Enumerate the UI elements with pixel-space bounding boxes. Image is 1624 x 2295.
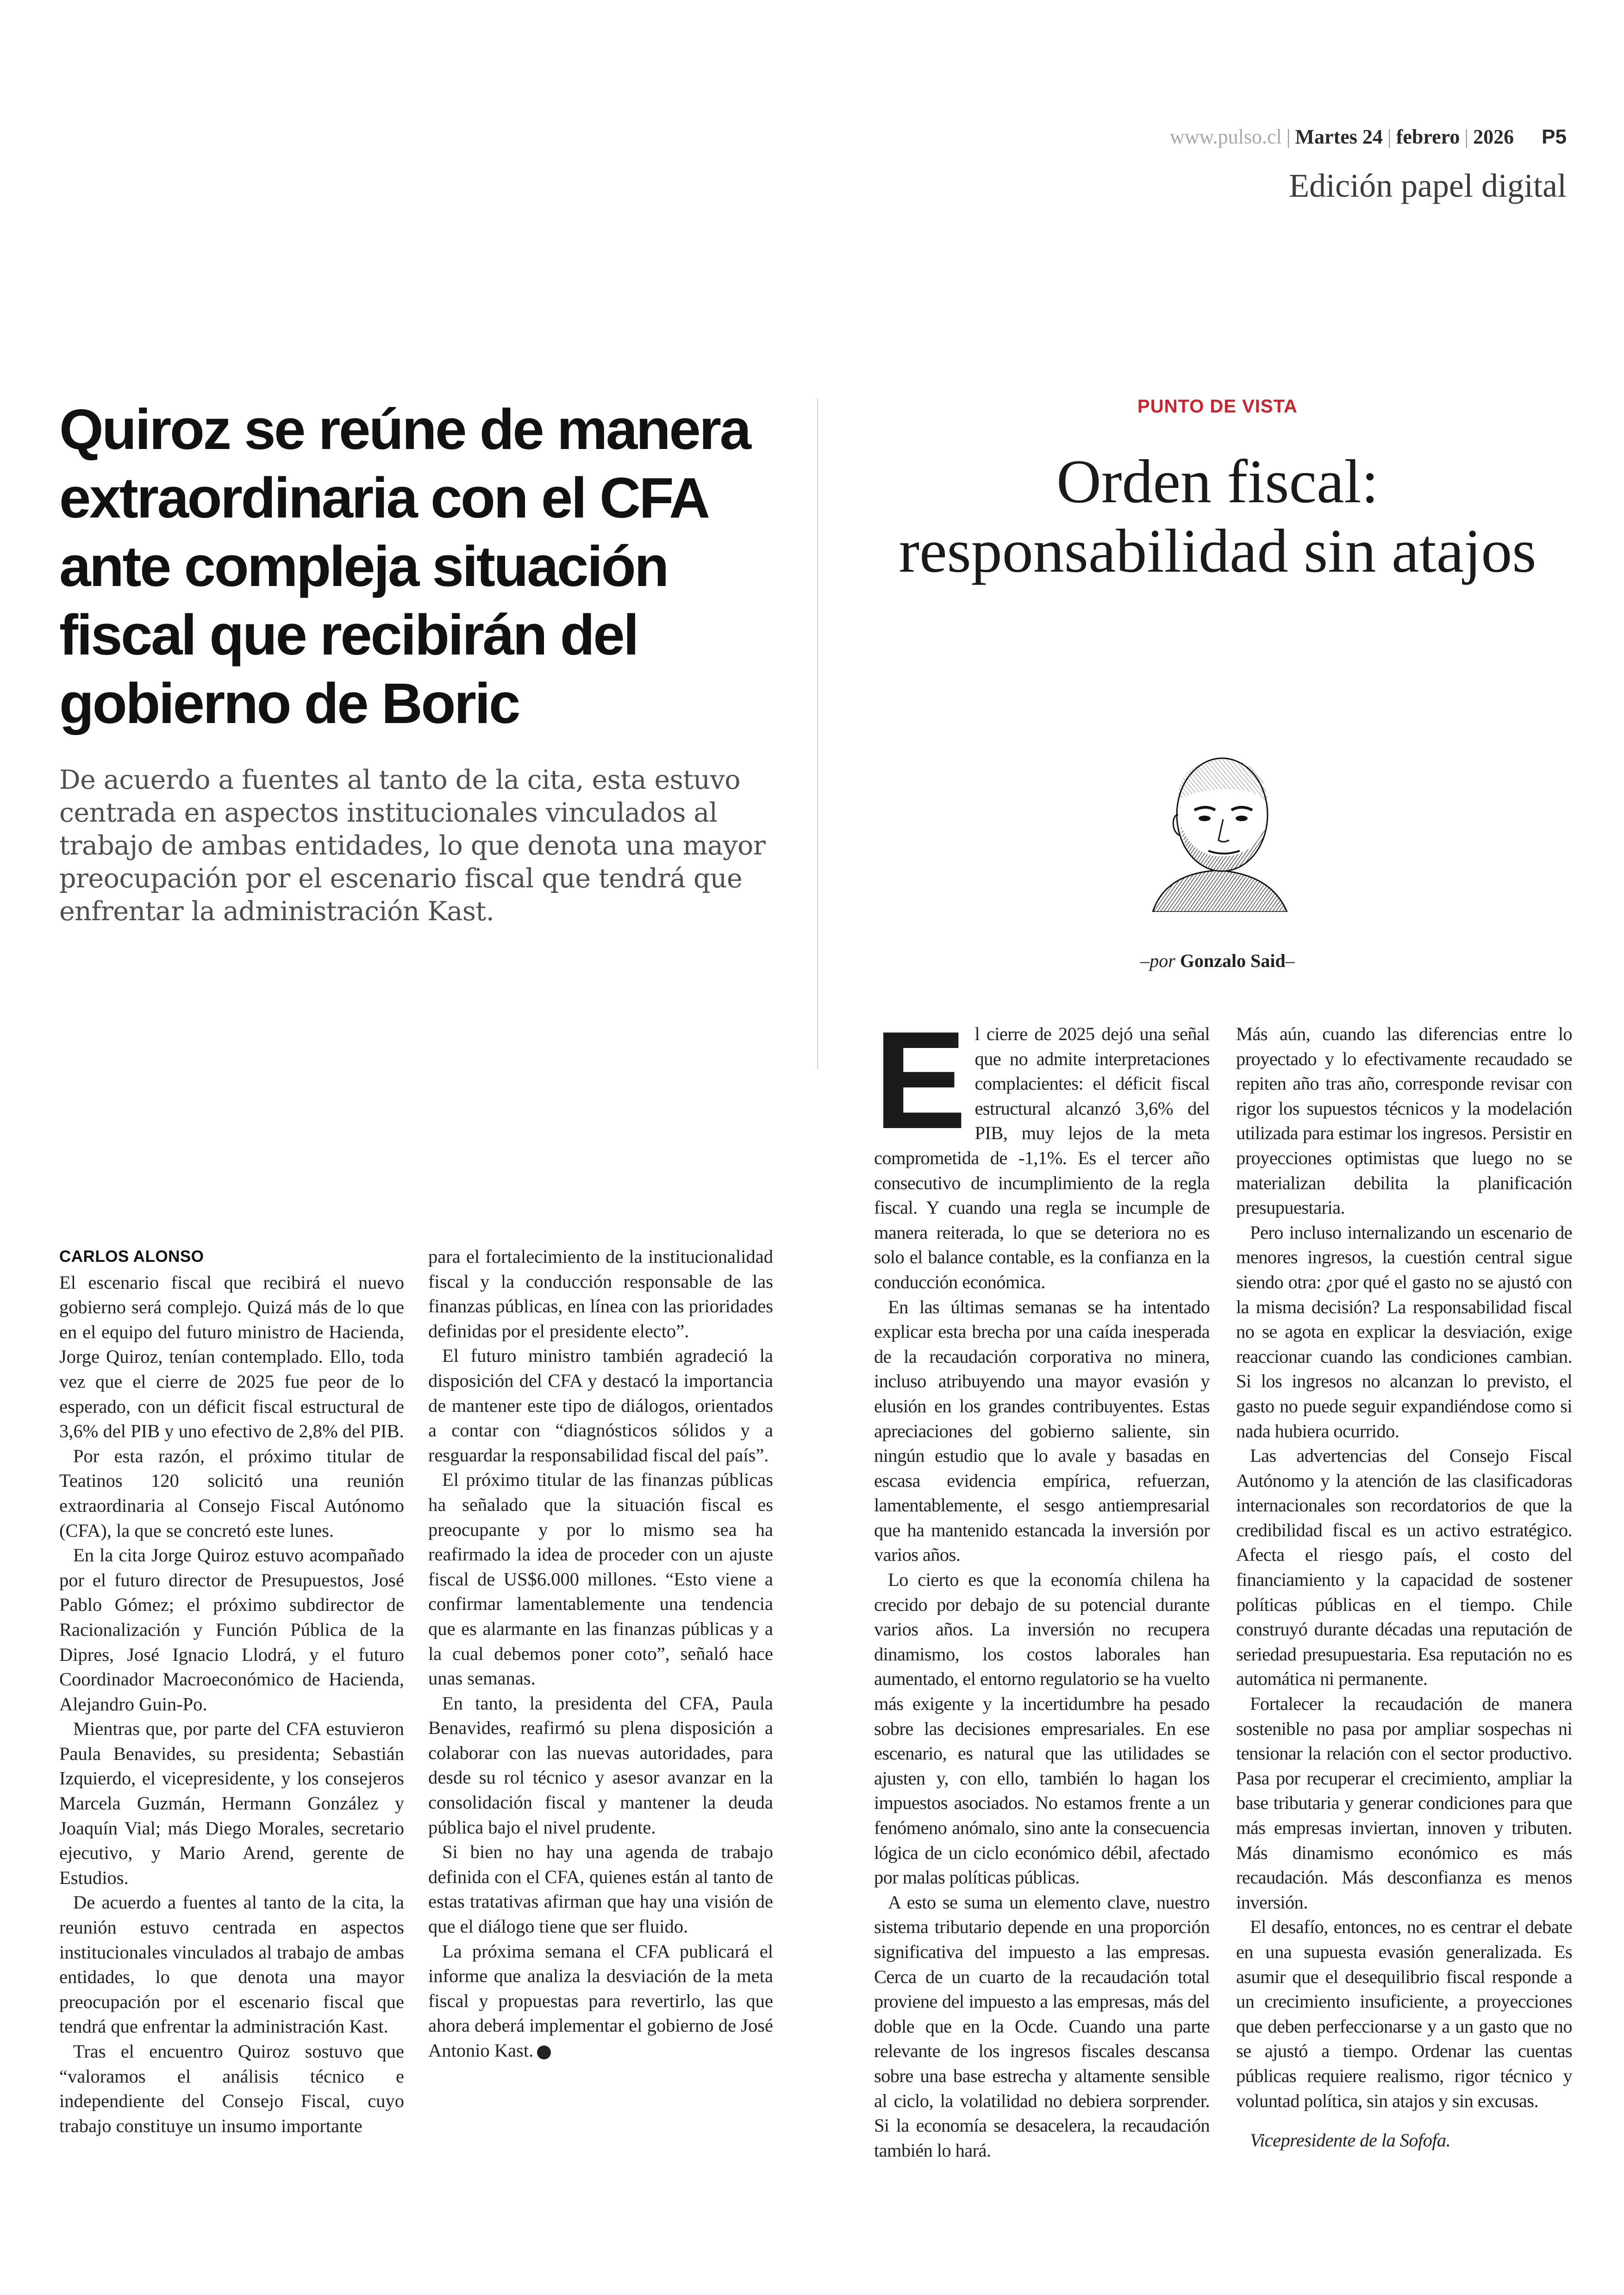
- news-paragraph: La próxima semana el CFA publicará el informe que analiza la desviación de la meta fiscal y propuestas para revertirlo, las que ahora deberá implementar el gobierno de José Antonio Kast. P: [428, 1940, 773, 2061]
- news-deck: De acuerdo a fuentes al tanto de la cita, esta estuvo centrada en aspectos institucionales vinculados al trabajo de ambas entidades, lo que denota una mayor preocupación por el escenario fiscal que tendrá que enfrentar la administración Kast.: [59, 765, 766, 927]
- edition-label: Edición papel digital: [1289, 167, 1567, 204]
- opinion-paragraph: Más aún, cuando las diferencias entre lo proyectado y lo efectivamente recaudado se repiten año tras año, corresponde revisar con rigor los supuestos técnicos y la modelación utilizada para estimar los ingresos. Persistir en proyecciones optimistas que luego no se materializan debilita la planificación presupuestaria.: [1236, 1023, 1572, 1218]
- opinion-column-1: [874, 1002, 1210, 2163]
- news-column-1: [59, 1244, 404, 2138]
- page-header: [1170, 125, 1567, 149]
- header-separator: |: [1464, 125, 1469, 148]
- author-portrait: [1134, 745, 1301, 912]
- news-paragraph: Tras el encuentro Quiroz sostuvo que “valoramos el análisis técnico e independiente del Consejo Fiscal, cuyo trabajo constituye un insumo importante: [59, 2041, 404, 2136]
- byline-suffix: –: [1285, 950, 1295, 971]
- end-of-article-icon: P: [537, 2046, 551, 2059]
- news-paragraph: Mientras que, por parte del CFA estuvieron Paula Benavides, su presidenta; Sebastián Izquierdo, el vicepresidente, y los consejeros Marcela Guzmán, Hermann González y Joaquín Vial; más Diego Morales, secretario ejecutivo, y Mario Arend, gerente de Estudios.: [59, 1718, 404, 1888]
- news-headline: Quiroz se reúne de manera extraordinaria con el CFA ante compleja situación fiscal que recibirán del gobierno de Boric: [59, 398, 750, 736]
- news-paragraph: Por esta razón, el próximo titular de Teatinos 120 solicitó una reunión extraordinaria al Consejo Fiscal Autónomo (CFA), la que se concretó este lunes.: [59, 1445, 404, 1541]
- news-paragraph: El futuro ministro también agradeció la disposición del CFA y destacó la importancia de mantener este tipo de diálogos, orientados a contar con “diagnósticos sólidos y a resguardar la responsabilidad fiscal del país”.: [428, 1345, 773, 1466]
- opinion-paragraph: El cierre de 2025 dejó una señal que no admite interpretaciones complacientes: el déficit fiscal estructural alcanzó 3,6% del PIB, muy lejos de la meta comprometida de -1,1%. Es el tercer año consecutivo de incumplimiento de la regla fiscal. Y cuando una regla se incumple de manera reiterada, lo que se deteriora no es solo el balance contable, es la confianza en la conducción económica.: [874, 1002, 1210, 1292]
- author-name: Gonzalo Said: [1180, 950, 1286, 971]
- opinion-paragraph: El desafío, entonces, no es centrar el debate en una supuesta evasión generalizada. Es asumir que el desequilibrio fiscal responde a un crecimiento insuficiente, a proyecciones que deben perfeccionarse y a un gasto que no se ajustó a tiempo. Ordenar las cuentas públicas requiere realismo, rigor técnico y voluntad política, sin atajos y sin excusas.: [1236, 1916, 1572, 2111]
- news-paragraph: CARLOS ALONSO El escenario fiscal que recibirá el nuevo gobierno será complejo. Quizá más de lo que en el equipo del futuro ministro de Hacienda, Jorge Quiroz, tenían contemplado. Ello, toda vez que el cierre de 2025 fue peor de lo esperado, con un déficit fiscal estructural de 3,6% del PIB y uno efectivo de 2,8% del PIB.: [59, 1244, 404, 1444]
- opinion-paragraph: Pero incluso internalizando un escenario de menores ingresos, la cuestión central sigue siendo otra: ¿por qué el gasto no se ajustó con la misma decisión? La responsabilidad fiscal no se agota en explicar la desviación, exige reaccionar cuando las condiciones cambian. Si los ingresos no alcanzan lo previsto, el gasto no puede seguir expandiéndose como si nada hubiera ocurrido.: [1236, 1222, 1572, 1441]
- header-separator: |: [1387, 125, 1392, 148]
- news-paragraph: En la cita Jorge Quiroz estuvo acompañado por el futuro director de Presupuestos, José Pablo Gómez; el próximo subdirector de Racionalización y Función Pública de la Dipres, José Ignacio Llodrá, y el futuro Coordinador Macroeconómico de Hacienda, Alejandro Guin-Po.: [59, 1545, 404, 1715]
- site-url[interactable]: www.pulso.cl: [1170, 125, 1282, 148]
- opinion-paragraph: Fortalecer la recaudación de manera sostenible no pasa por ampliar sospechas ni tensionar la relación con el sector productivo. Pasa por recuperar el crecimiento, ampliar la base tributaria y generar condiciones para que más empresas inviertan, innoven y tributen. Más dinamismo económico es más recaudación. Más desconfianza es menos inversión.: [1236, 1693, 1572, 1913]
- news-paragraph: El próximo titular de las finanzas públicas ha señalado que la situación fiscal es preocupante y por lo mismo sea ha reafirmado la idea de proceder con un ajuste fiscal de US$6.000 millones. “Esto viene a confirmar lamentablemente una tendencia que es alarmante en las finanzas públicas y a la cual debemos poner coto”, señaló hace unas semanas.: [428, 1469, 773, 1689]
- opinion-byline: [856, 950, 1579, 972]
- column-divider: [817, 398, 818, 1069]
- header-date-month: febrero: [1396, 125, 1460, 148]
- news-paragraph: para el fortalecimiento de la institucionalidad fiscal y la conducción responsable de las finanzas públicas, en línea con las prioridades definidas por el presidente electo”.: [428, 1246, 773, 1341]
- news-paragraph: En tanto, la presidenta del CFA, Paula Benavides, reafirmó su plena disposición a colaborar con las nuevas autoridades, para desde su rol técnico y asesor avanzar en la consolidación fiscal y mantener la deuda pública bajo el nivel prudente.: [428, 1692, 773, 1838]
- opinion-title: Orden fiscal: responsabilidad sin atajos: [899, 447, 1537, 585]
- opinion-paragraph: En las últimas semanas se ha intentado explicar esta brecha por una caída inesperada de la recaudación corporativa no minera, incluso atribuyendo una mayor evasión y elusión en los grandes contribuyentes. Estas apreciaciones del gobierno saliente, sin ningún estudio que lo avale y basadas en escasa evidencia empírica, refuerzan, lamentablemente, el sesgo antiempresarial que ha mantenido estancada la inversión por varios años.: [874, 1296, 1210, 1565]
- reporter-name: CARLOS ALONSO: [59, 1247, 204, 1266]
- opinion-paragraph: A esto se suma un elemento clave, nuestro sistema tributario depende en una proporción significativa del impuesto a las empresas. Cerca de un cuarto de la recaudación total proviene del impuesto a las empresas, más del doble que en la Ocde. Cuando una parte relevante de los ingresos fiscales descansa sobre una base estrecha y altamente sensible al ciclo, la volatilidad no debiera sorprender. Si la economía se desacelera, la recaudación también lo hará.: [874, 1891, 1210, 2161]
- news-paragraph: Si bien no hay una agenda de trabajo definida con el CFA, quienes están al tanto de estas tratativas afirman que hay una visión de que el diálogo tiene que ser fluido.: [428, 1841, 773, 1937]
- news-paragraph: De acuerdo a fuentes al tanto de la cita, la reunión estuvo centrada en aspectos institucionales vinculados al trabajo de ambas entidades, lo que denota una mayor preocupación por el escenario fiscal que tendrá que enfrentar la administración Kast.: [59, 1892, 404, 2037]
- opinion-column-2: [1236, 1022, 1572, 2153]
- drop-cap: E: [874, 1002, 967, 1158]
- header-separator: |: [1286, 125, 1291, 148]
- header-date-day: Martes 24: [1295, 125, 1383, 148]
- header-date-year: 2026: [1473, 125, 1514, 148]
- byline-prefix: –por: [1140, 950, 1175, 971]
- author-signature: Vicepresidente de la Sofofa.: [1250, 2130, 1451, 2151]
- opinion-paragraph: Lo cierto es que la economía chilena ha crecido por debajo de su potencial durante varios años. La inversión no recupera dinamismo, los costos laborales han aumentado, el entorno regulatorio se ha vuelto más exigente y la incertidumbre ha pesado sobre las decisiones empresariales. En ese escenario, es natural que las utilidades se ajusten y, con ello, también lo hagan los impuestos asociados. No estamos frente a un fenómeno anómalo, sino ante la consecuencia lógica de un ciclo económico débil, afectado por malas políticas públicas.: [874, 1569, 1210, 1888]
- opinion-kicker: PUNTO DE VISTA: [1137, 396, 1298, 417]
- opinion-paragraph: Las advertencias del Consejo Fiscal Autónomo y la atención de las clasificadoras internacionales son recordatorios de que la credibilidad fiscal es un activo estratégico. Afecta el riesgo país, el costo del financiamiento y la capacidad de sostener políticas públicas en el tiempo. Chile construyó durante décadas una reputación de seriedad presupuestaria. Esa reputación no es automática ni permanente.: [1236, 1445, 1572, 1690]
- news-column-2: [428, 1244, 773, 2063]
- page-number: P5: [1542, 125, 1567, 148]
